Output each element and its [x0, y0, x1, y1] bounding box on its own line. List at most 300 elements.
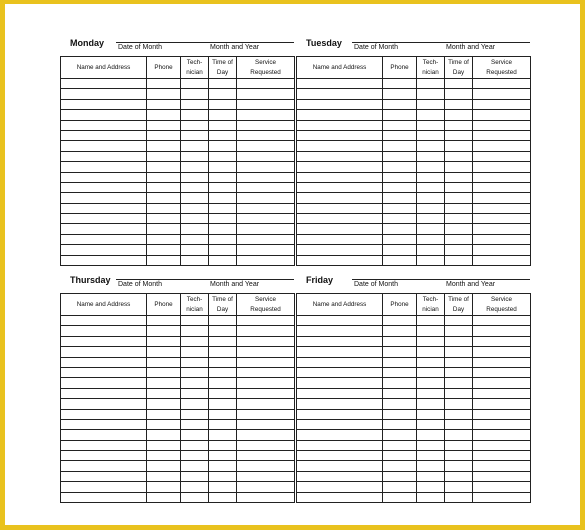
table-cell[interactable] — [147, 347, 181, 357]
table-cell[interactable] — [297, 79, 383, 89]
table-cell[interactable] — [417, 409, 445, 419]
table-cell[interactable] — [61, 245, 147, 255]
table-cell[interactable] — [297, 492, 383, 502]
table-cell[interactable] — [417, 182, 445, 192]
table-cell[interactable] — [473, 399, 531, 409]
table-cell[interactable] — [473, 471, 531, 481]
table-cell[interactable] — [383, 245, 417, 255]
table-cell[interactable] — [297, 388, 383, 398]
table-cell[interactable] — [445, 234, 473, 244]
table-cell[interactable] — [147, 482, 181, 492]
table-cell[interactable] — [181, 357, 209, 367]
table-cell[interactable] — [209, 99, 237, 109]
table-cell[interactable] — [237, 141, 295, 151]
table-cell[interactable] — [61, 378, 147, 388]
table-cell[interactable] — [297, 430, 383, 440]
table-cell[interactable] — [383, 461, 417, 471]
table-cell[interactable] — [383, 378, 417, 388]
table-cell[interactable] — [181, 79, 209, 89]
table-cell[interactable] — [147, 193, 181, 203]
table-cell[interactable] — [445, 255, 473, 265]
table-cell[interactable] — [445, 430, 473, 440]
table-cell[interactable] — [383, 347, 417, 357]
table-cell[interactable] — [445, 336, 473, 346]
table-cell[interactable] — [237, 357, 295, 367]
table-cell[interactable] — [383, 79, 417, 89]
table-cell[interactable] — [417, 430, 445, 440]
table-cell[interactable] — [209, 203, 237, 213]
table-cell[interactable] — [473, 419, 531, 429]
table-cell[interactable] — [147, 409, 181, 419]
table-cell[interactable] — [417, 234, 445, 244]
table-cell[interactable] — [61, 492, 147, 502]
table-cell[interactable] — [61, 151, 147, 161]
table-cell[interactable] — [417, 471, 445, 481]
table-cell[interactable] — [473, 193, 531, 203]
table-cell[interactable] — [147, 162, 181, 172]
table-cell[interactable] — [445, 409, 473, 419]
table-cell[interactable] — [147, 461, 181, 471]
table-cell[interactable] — [383, 120, 417, 130]
table-cell[interactable] — [147, 234, 181, 244]
table-cell[interactable] — [297, 471, 383, 481]
table-cell[interactable] — [297, 399, 383, 409]
table-cell[interactable] — [445, 245, 473, 255]
table-cell[interactable] — [181, 336, 209, 346]
table-cell[interactable] — [445, 162, 473, 172]
table-cell[interactable] — [237, 492, 295, 502]
table-cell[interactable] — [417, 245, 445, 255]
table-cell[interactable] — [383, 336, 417, 346]
table-cell[interactable] — [181, 388, 209, 398]
table-cell[interactable] — [181, 482, 209, 492]
table-cell[interactable] — [297, 440, 383, 450]
table-cell[interactable] — [209, 193, 237, 203]
table-cell[interactable] — [209, 430, 237, 440]
table-cell[interactable] — [417, 141, 445, 151]
table-cell[interactable] — [237, 326, 295, 336]
table-cell[interactable] — [417, 461, 445, 471]
table-cell[interactable] — [181, 255, 209, 265]
table-cell[interactable] — [445, 120, 473, 130]
table-cell[interactable] — [473, 214, 531, 224]
table-cell[interactable] — [383, 234, 417, 244]
table-cell[interactable] — [473, 357, 531, 367]
table-cell[interactable] — [297, 224, 383, 234]
table-cell[interactable] — [209, 89, 237, 99]
table-cell[interactable] — [237, 440, 295, 450]
table-cell[interactable] — [237, 172, 295, 182]
table-cell[interactable] — [383, 130, 417, 140]
table-cell[interactable] — [383, 367, 417, 377]
table-cell[interactable] — [383, 357, 417, 367]
table-cell[interactable] — [445, 388, 473, 398]
table-cell[interactable] — [445, 440, 473, 450]
table-cell[interactable] — [445, 482, 473, 492]
table-cell[interactable] — [61, 451, 147, 461]
table-cell[interactable] — [147, 378, 181, 388]
table-cell[interactable] — [209, 120, 237, 130]
table-cell[interactable] — [445, 214, 473, 224]
table-cell[interactable] — [61, 471, 147, 481]
table-cell[interactable] — [417, 172, 445, 182]
table-cell[interactable] — [61, 316, 147, 326]
table-cell[interactable] — [147, 99, 181, 109]
table-cell[interactable] — [417, 120, 445, 130]
table-cell[interactable] — [297, 378, 383, 388]
table-cell[interactable] — [209, 316, 237, 326]
table-cell[interactable] — [237, 151, 295, 161]
table-cell[interactable] — [181, 130, 209, 140]
table-cell[interactable] — [473, 99, 531, 109]
table-cell[interactable] — [209, 130, 237, 140]
table-cell[interactable] — [61, 326, 147, 336]
table-cell[interactable] — [181, 99, 209, 109]
table-cell[interactable] — [473, 255, 531, 265]
table-cell[interactable] — [445, 203, 473, 213]
table-cell[interactable] — [181, 141, 209, 151]
table-cell[interactable] — [417, 482, 445, 492]
table-cell[interactable] — [383, 440, 417, 450]
table-cell[interactable] — [473, 141, 531, 151]
table-cell[interactable] — [147, 316, 181, 326]
table-cell[interactable] — [383, 172, 417, 182]
table-cell[interactable] — [147, 172, 181, 182]
table-cell[interactable] — [383, 316, 417, 326]
table-cell[interactable] — [297, 367, 383, 377]
table-cell[interactable] — [297, 461, 383, 471]
table-cell[interactable] — [147, 89, 181, 99]
table-cell[interactable] — [181, 193, 209, 203]
table-cell[interactable] — [473, 245, 531, 255]
table-cell[interactable] — [209, 347, 237, 357]
table-cell[interactable] — [209, 182, 237, 192]
table-cell[interactable] — [445, 193, 473, 203]
table-cell[interactable] — [445, 316, 473, 326]
table-cell[interactable] — [473, 388, 531, 398]
table-cell[interactable] — [209, 388, 237, 398]
table-cell[interactable] — [473, 378, 531, 388]
table-cell[interactable] — [297, 203, 383, 213]
table-cell[interactable] — [209, 440, 237, 450]
table-cell[interactable] — [209, 336, 237, 346]
table-cell[interactable] — [473, 172, 531, 182]
table-cell[interactable] — [61, 367, 147, 377]
table-cell[interactable] — [147, 326, 181, 336]
table-cell[interactable] — [297, 172, 383, 182]
table-cell[interactable] — [445, 419, 473, 429]
table-cell[interactable] — [383, 419, 417, 429]
table-cell[interactable] — [181, 162, 209, 172]
table-cell[interactable] — [445, 79, 473, 89]
table-cell[interactable] — [417, 440, 445, 450]
table-cell[interactable] — [237, 255, 295, 265]
table-cell[interactable] — [297, 255, 383, 265]
table-cell[interactable] — [445, 89, 473, 99]
table-cell[interactable] — [445, 367, 473, 377]
table-cell[interactable] — [181, 110, 209, 120]
table-cell[interactable] — [147, 182, 181, 192]
table-cell[interactable] — [297, 347, 383, 357]
table-cell[interactable] — [383, 203, 417, 213]
table-cell[interactable] — [147, 367, 181, 377]
table-cell[interactable] — [61, 141, 147, 151]
table-cell[interactable] — [297, 99, 383, 109]
table-cell[interactable] — [181, 172, 209, 182]
table-cell[interactable] — [237, 367, 295, 377]
table-cell[interactable] — [61, 234, 147, 244]
table-cell[interactable] — [297, 234, 383, 244]
table-cell[interactable] — [237, 193, 295, 203]
table-cell[interactable] — [445, 110, 473, 120]
table-cell[interactable] — [417, 214, 445, 224]
table-cell[interactable] — [445, 357, 473, 367]
table-cell[interactable] — [61, 182, 147, 192]
table-cell[interactable] — [417, 89, 445, 99]
table-cell[interactable] — [297, 409, 383, 419]
table-cell[interactable] — [383, 193, 417, 203]
table-cell[interactable] — [61, 482, 147, 492]
table-cell[interactable] — [383, 89, 417, 99]
table-cell[interactable] — [473, 367, 531, 377]
table-cell[interactable] — [297, 110, 383, 120]
table-cell[interactable] — [473, 326, 531, 336]
table-cell[interactable] — [237, 378, 295, 388]
table-cell[interactable] — [417, 419, 445, 429]
table-cell[interactable] — [383, 110, 417, 120]
table-cell[interactable] — [445, 224, 473, 234]
table-cell[interactable] — [237, 399, 295, 409]
table-cell[interactable] — [61, 357, 147, 367]
table-cell[interactable] — [383, 224, 417, 234]
table-cell[interactable] — [417, 367, 445, 377]
table-cell[interactable] — [417, 347, 445, 357]
table-cell[interactable] — [237, 316, 295, 326]
table-cell[interactable] — [61, 440, 147, 450]
table-cell[interactable] — [147, 151, 181, 161]
table-cell[interactable] — [473, 430, 531, 440]
table-cell[interactable] — [209, 399, 237, 409]
table-cell[interactable] — [417, 388, 445, 398]
table-cell[interactable] — [237, 89, 295, 99]
table-cell[interactable] — [237, 388, 295, 398]
table-cell[interactable] — [445, 492, 473, 502]
table-cell[interactable] — [237, 182, 295, 192]
table-cell[interactable] — [473, 336, 531, 346]
table-cell[interactable] — [209, 110, 237, 120]
table-cell[interactable] — [181, 430, 209, 440]
table-cell[interactable] — [297, 336, 383, 346]
table-cell[interactable] — [181, 471, 209, 481]
table-cell[interactable] — [181, 214, 209, 224]
table-cell[interactable] — [473, 162, 531, 172]
table-cell[interactable] — [383, 255, 417, 265]
table-cell[interactable] — [147, 130, 181, 140]
table-cell[interactable] — [237, 162, 295, 172]
table-cell[interactable] — [383, 151, 417, 161]
table-cell[interactable] — [181, 378, 209, 388]
table-cell[interactable] — [61, 409, 147, 419]
table-cell[interactable] — [209, 255, 237, 265]
table-cell[interactable] — [417, 326, 445, 336]
table-cell[interactable] — [237, 461, 295, 471]
table-cell[interactable] — [237, 471, 295, 481]
table-cell[interactable] — [237, 336, 295, 346]
table-cell[interactable] — [417, 451, 445, 461]
table-cell[interactable] — [181, 461, 209, 471]
table-cell[interactable] — [417, 151, 445, 161]
table-cell[interactable] — [147, 399, 181, 409]
table-cell[interactable] — [61, 347, 147, 357]
table-cell[interactable] — [209, 79, 237, 89]
table-cell[interactable] — [297, 120, 383, 130]
table-cell[interactable] — [473, 130, 531, 140]
table-cell[interactable] — [473, 440, 531, 450]
table-cell[interactable] — [473, 79, 531, 89]
table-cell[interactable] — [147, 336, 181, 346]
table-cell[interactable] — [473, 409, 531, 419]
table-cell[interactable] — [445, 378, 473, 388]
table-cell[interactable] — [383, 214, 417, 224]
table-cell[interactable] — [445, 326, 473, 336]
table-cell[interactable] — [297, 214, 383, 224]
table-cell[interactable] — [181, 245, 209, 255]
table-cell[interactable] — [383, 451, 417, 461]
table-cell[interactable] — [181, 409, 209, 419]
table-cell[interactable] — [209, 224, 237, 234]
table-cell[interactable] — [147, 440, 181, 450]
table-cell[interactable] — [209, 378, 237, 388]
table-cell[interactable] — [209, 451, 237, 461]
table-cell[interactable] — [61, 203, 147, 213]
table-cell[interactable] — [209, 141, 237, 151]
table-cell[interactable] — [209, 419, 237, 429]
table-cell[interactable] — [473, 461, 531, 471]
table-cell[interactable] — [383, 409, 417, 419]
table-cell[interactable] — [445, 182, 473, 192]
table-cell[interactable] — [147, 120, 181, 130]
table-cell[interactable] — [297, 245, 383, 255]
table-cell[interactable] — [181, 399, 209, 409]
table-cell[interactable] — [209, 471, 237, 481]
table-cell[interactable] — [297, 357, 383, 367]
table-cell[interactable] — [61, 79, 147, 89]
table-cell[interactable] — [445, 99, 473, 109]
table-cell[interactable] — [181, 347, 209, 357]
table-cell[interactable] — [209, 492, 237, 502]
table-cell[interactable] — [209, 357, 237, 367]
table-cell[interactable] — [383, 471, 417, 481]
table-cell[interactable] — [209, 367, 237, 377]
table-cell[interactable] — [61, 110, 147, 120]
table-cell[interactable] — [237, 419, 295, 429]
table-cell[interactable] — [181, 234, 209, 244]
table-cell[interactable] — [61, 89, 147, 99]
table-cell[interactable] — [181, 89, 209, 99]
table-cell[interactable] — [147, 430, 181, 440]
table-cell[interactable] — [147, 214, 181, 224]
table-cell[interactable] — [61, 214, 147, 224]
table-cell[interactable] — [417, 79, 445, 89]
table-cell[interactable] — [417, 336, 445, 346]
table-cell[interactable] — [445, 451, 473, 461]
table-cell[interactable] — [61, 419, 147, 429]
table-cell[interactable] — [209, 234, 237, 244]
table-cell[interactable] — [297, 193, 383, 203]
table-cell[interactable] — [297, 182, 383, 192]
table-cell[interactable] — [147, 245, 181, 255]
table-cell[interactable] — [61, 430, 147, 440]
table-cell[interactable] — [297, 419, 383, 429]
table-cell[interactable] — [237, 120, 295, 130]
table-cell[interactable] — [445, 461, 473, 471]
table-cell[interactable] — [473, 89, 531, 99]
table-cell[interactable] — [473, 482, 531, 492]
table-cell[interactable] — [147, 224, 181, 234]
table-cell[interactable] — [209, 151, 237, 161]
table-cell[interactable] — [383, 399, 417, 409]
table-cell[interactable] — [237, 347, 295, 357]
table-cell[interactable] — [147, 141, 181, 151]
table-cell[interactable] — [417, 193, 445, 203]
table-cell[interactable] — [237, 245, 295, 255]
table-cell[interactable] — [417, 203, 445, 213]
table-cell[interactable] — [473, 234, 531, 244]
table-cell[interactable] — [297, 326, 383, 336]
table-cell[interactable] — [209, 214, 237, 224]
table-cell[interactable] — [61, 162, 147, 172]
table-cell[interactable] — [297, 151, 383, 161]
table-cell[interactable] — [181, 419, 209, 429]
table-cell[interactable] — [473, 203, 531, 213]
table-cell[interactable] — [297, 141, 383, 151]
table-cell[interactable] — [473, 492, 531, 502]
table-cell[interactable] — [209, 245, 237, 255]
table-cell[interactable] — [147, 255, 181, 265]
table-cell[interactable] — [61, 130, 147, 140]
table-cell[interactable] — [61, 120, 147, 130]
table-cell[interactable] — [181, 182, 209, 192]
table-cell[interactable] — [417, 399, 445, 409]
table-cell[interactable] — [417, 130, 445, 140]
table-cell[interactable] — [181, 451, 209, 461]
table-cell[interactable] — [181, 203, 209, 213]
table-cell[interactable] — [147, 451, 181, 461]
table-cell[interactable] — [209, 461, 237, 471]
table-cell[interactable] — [297, 482, 383, 492]
table-cell[interactable] — [237, 224, 295, 234]
table-cell[interactable] — [473, 182, 531, 192]
table-cell[interactable] — [237, 79, 295, 89]
table-cell[interactable] — [61, 172, 147, 182]
table-cell[interactable] — [237, 482, 295, 492]
table-cell[interactable] — [147, 471, 181, 481]
table-cell[interactable] — [473, 347, 531, 357]
table-cell[interactable] — [473, 451, 531, 461]
table-cell[interactable] — [147, 388, 181, 398]
table-cell[interactable] — [181, 120, 209, 130]
table-cell[interactable] — [181, 367, 209, 377]
table-cell[interactable] — [417, 99, 445, 109]
table-cell[interactable] — [209, 326, 237, 336]
table-cell[interactable] — [209, 482, 237, 492]
table-cell[interactable] — [181, 440, 209, 450]
table-cell[interactable] — [61, 336, 147, 346]
table-cell[interactable] — [61, 399, 147, 409]
table-cell[interactable] — [297, 316, 383, 326]
table-cell[interactable] — [445, 141, 473, 151]
table-cell[interactable] — [417, 492, 445, 502]
